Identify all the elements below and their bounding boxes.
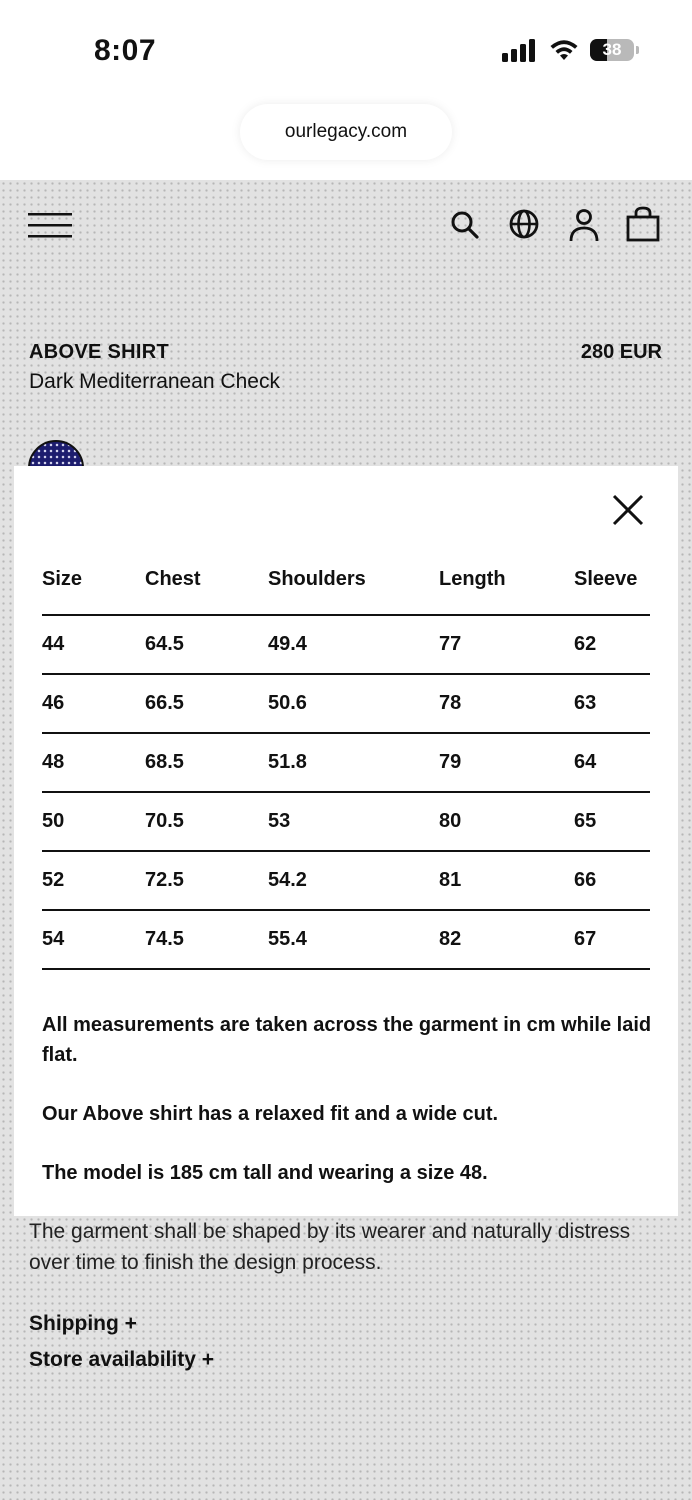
cell-size: 50 xyxy=(42,792,145,851)
cell-chest: 74.5 xyxy=(145,910,268,969)
battery-icon xyxy=(590,39,634,61)
cell-shoulders: 55.4 xyxy=(268,910,439,969)
product-color-name: Dark Mediterranean Check xyxy=(29,370,280,393)
cell-chest: 64.5 xyxy=(145,615,268,674)
table-row xyxy=(42,674,650,733)
table-row xyxy=(42,615,650,674)
status-time: 8:07 xyxy=(94,34,157,67)
wifi-icon xyxy=(548,38,580,62)
cell-sleeve: 66 xyxy=(574,851,650,910)
cell-shoulders: 54.2 xyxy=(268,851,439,910)
account-icon[interactable] xyxy=(568,208,600,242)
cellular-signal-icon xyxy=(502,38,538,62)
cell-sleeve: 62 xyxy=(574,615,650,674)
cell-length: 77 xyxy=(439,615,574,674)
search-icon[interactable] xyxy=(450,210,480,240)
cell-length: 80 xyxy=(439,792,574,851)
status-icons xyxy=(502,38,634,62)
cell-size: 48 xyxy=(42,733,145,792)
cell-shoulders: 50.6 xyxy=(268,674,439,733)
fit-note: Our Above shirt has a relaxed fit and a wide cut. xyxy=(42,1103,499,1125)
url-text: ourlegacy.com xyxy=(284,121,408,142)
table-row xyxy=(42,792,650,851)
cell-chest: 68.5 xyxy=(145,733,268,792)
cell-length: 82 xyxy=(439,910,574,969)
product-description: The garment shall be shaped by its wearer and naturally distress over time to finish the design process. xyxy=(29,1220,631,1274)
cell-length: 78 xyxy=(439,674,574,733)
cell-sleeve: 63 xyxy=(574,674,650,733)
cell-sleeve: 65 xyxy=(574,792,650,851)
measurement-note: All measurements are taken across the garment in cm while laid flat. xyxy=(42,1014,652,1066)
cell-size: 44 xyxy=(42,615,145,674)
size-table xyxy=(42,562,650,970)
globe-icon[interactable] xyxy=(508,208,540,240)
cell-shoulders: 51.8 xyxy=(268,733,439,792)
store-availability-accordion[interactable]: Store availability + xyxy=(29,1348,215,1371)
cell-sleeve: 67 xyxy=(574,910,650,969)
cell-shoulders: 53 xyxy=(268,792,439,851)
cell-shoulders: 49.4 xyxy=(268,615,439,674)
product-price: 280 EUR xyxy=(580,341,662,363)
cell-chest: 66.5 xyxy=(145,674,268,733)
table-header-row xyxy=(42,562,650,615)
close-icon[interactable] xyxy=(610,492,646,528)
menu-icon[interactable] xyxy=(28,212,72,238)
shipping-accordion[interactable]: Shipping + xyxy=(29,1312,137,1335)
url-bar[interactable] xyxy=(240,104,452,160)
battery-level: 38 xyxy=(602,40,622,59)
cell-chest: 70.5 xyxy=(145,792,268,851)
cell-sleeve: 64 xyxy=(574,733,650,792)
cell-size: 54 xyxy=(42,910,145,969)
status-bar xyxy=(0,0,692,100)
cell-length: 81 xyxy=(439,851,574,910)
table-row xyxy=(42,733,650,792)
product-title: ABOVE SHIRT xyxy=(29,341,169,363)
model-note: The model is 185 cm tall and wearing a size 48. xyxy=(42,1162,488,1184)
size-guide-modal xyxy=(14,466,678,1216)
cell-size: 52 xyxy=(42,851,145,910)
column-header-shoulders: Shoulders xyxy=(268,562,439,615)
table-row xyxy=(42,851,650,910)
size-guide-notes xyxy=(42,1010,652,1217)
bag-icon[interactable] xyxy=(626,206,660,242)
cell-length: 79 xyxy=(439,733,574,792)
column-header-size: Size xyxy=(42,562,145,615)
column-header-chest: Chest xyxy=(145,562,268,615)
table-row xyxy=(42,910,650,969)
cell-chest: 72.5 xyxy=(145,851,268,910)
column-header-length: Length xyxy=(439,562,574,615)
column-header-sleeve: Sleeve xyxy=(574,562,650,615)
cell-size: 46 xyxy=(42,674,145,733)
